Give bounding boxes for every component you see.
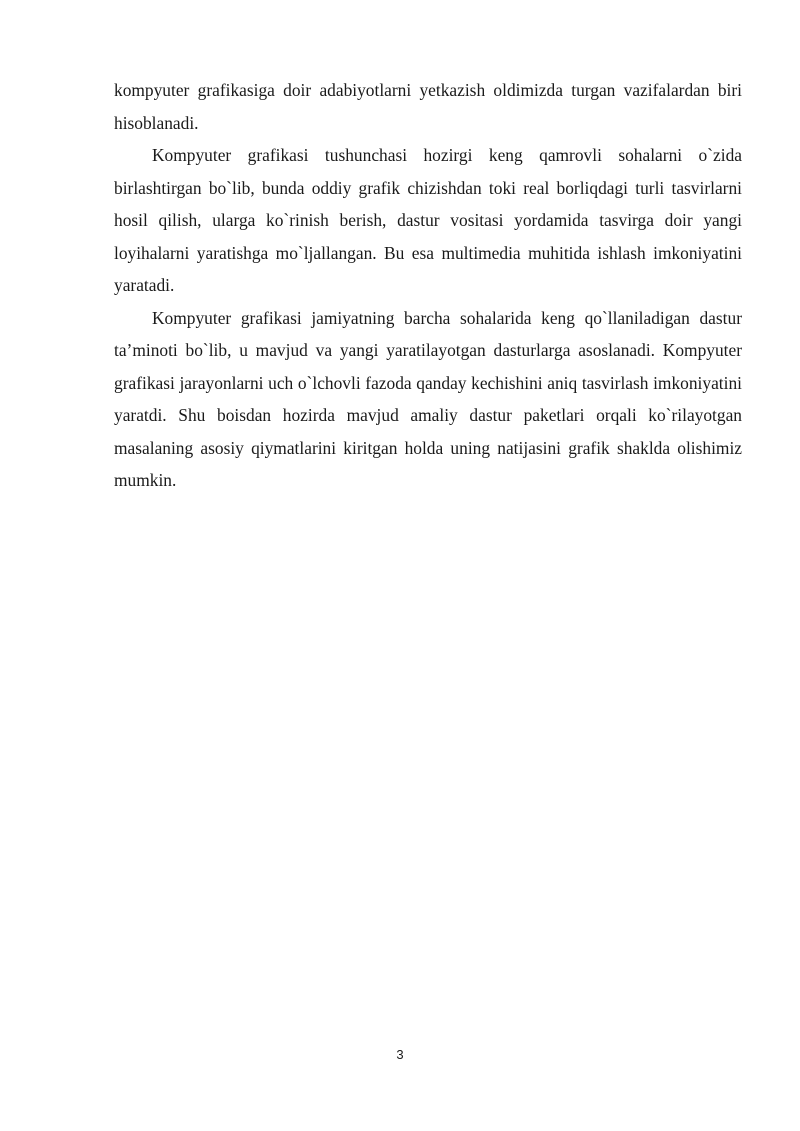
- paragraph-computer-graphics-software: Kompyuter grafikasi jamiyatning barcha sohalarida keng qo`llaniladigan dastur ta’minoti bo`lib, u mavjud va yangi yaratilayotgan dasturlarga asoslanadi. Kompyuter grafikasi jarayonlarni uch o`lchovli fazoda qanday kechishini aniq tasvirlash imkoniyatini yaratdi. Shu boisdan hozirda mavjud amaliy dastur paketlari orqali ko`rilayotgan masalaning asosiy qiymatlarini kiritgan holda uning natijasini grafik shaklda olishimiz mumkin.: [114, 307, 742, 490]
- page-number: 3: [396, 1047, 404, 1062]
- paragraph-computer-graphics-concept: Kompyuter grafikasi tushunchasi hozirgi keng qamrovli sohalarni o`zida birlashtirgan bo`lib, bunda oddiy grafik chizishdan toki real borliqdagi turli tasvirlarni hosil qilish, ularga ko`rinish berish, dastur vositasi yordamida tasvirga doir yangi loyihalarni yaratishga mo`ljallangan. Bu esa multimedia muhitida ishlash imkoniyatini yaratadi.: [114, 145, 742, 295]
- paragraph-continuation: kompyuter grafikasiga doir adabiyotlarni yetkazish oldimizda turgan vazifalardan biri hisoblanadi.: [114, 80, 742, 133]
- body-text: [114, 74, 742, 497]
